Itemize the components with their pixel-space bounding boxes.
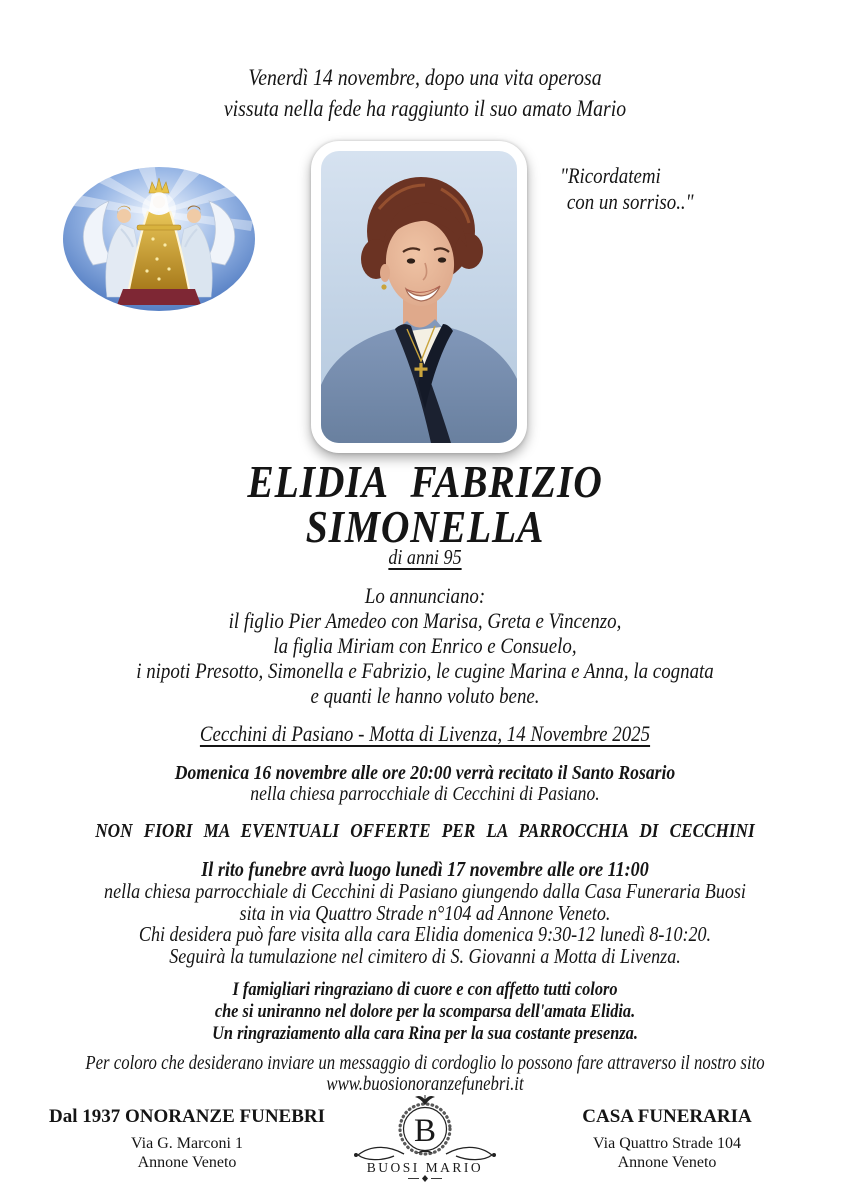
condolence-website: www.buosionoranzefunebri.it [326,1074,524,1095]
quote-line-2: con un sorriso.." [566,189,694,214]
deceased-age-text: di anni 95 [388,545,462,569]
announcement-intro: Lo annunciano: [364,583,486,608]
announcement-line: i nipoti Presotto, Simonella e Fabrizio, le cugine Marina e Anna, la cognata [136,658,714,683]
deceased-age [60,545,791,570]
funeral-line-2: nella chiesa parrocchiale di Cecchini di Pasiano giungendo dalla Casa Funeraria Buosi [104,878,746,903]
logo-name: BUOSI MARIO [366,1160,484,1175]
condolence-message [60,1053,791,1095]
family-thanks [60,979,791,1045]
footer-right-office [517,1106,817,1172]
intro-line-2: vissuta nella fede ha raggiunto il suo amato Mario [223,96,627,121]
madonna-with-angels-illustration [63,167,255,311]
funeral-line-4: Chi desidera può fare visita alla cara Elidia domenica 9:30-12 lunedì 8-10:20. [138,922,712,947]
deceased-name-line-2: SIMONELLA [305,501,545,552]
thanks-line-1: I famigliari ringraziano di cuore e con affetto tutti coloro [232,979,618,1000]
family-announcement [60,583,791,708]
place-date-line [60,721,791,747]
funeral-line-5: Seguirà la tumulazione nel cimitero di S. Giovanni a Motta di Livenza. [169,944,681,969]
thanks-line-3: Un ringraziamento alla cara Rina per la sua costante presenza. [212,1023,638,1044]
funeral-notice [60,859,791,968]
deceased-portrait-illustration [321,151,517,443]
buosi-mario-logo [348,1092,502,1184]
memorial-quote [560,163,775,215]
deceased-name-line-1: ELIDIA FABRIZIO [247,456,603,507]
footer-left-title: Dal 1937 ONORANZE FUNEBRI [48,1106,326,1127]
madonna-with-angels-image [63,167,255,311]
quote-line-1: "Ricordatemi [560,163,661,188]
logo-letter: B [413,1113,437,1149]
footer-right-title: CASA FUNERARIA [582,1106,752,1127]
announcement-line: il figlio Pier Amedeo con Marisa, Greta e Vincenzo, [228,608,622,633]
footer-left-office [37,1106,337,1172]
footer-right-address-2: Annone Veneto [617,1154,717,1171]
intro-text [60,62,791,124]
intro-line-1: Venerdì 14 novembre, dopo una vita operosa [248,65,602,90]
funeral-line-3: sita in via Quattro Strade n°104 ad Annone Veneto. [239,900,611,925]
rosary-line-1: Domenica 16 novembre alle ore 20:00 verrà recitato il Santo Rosario [174,762,676,784]
buosi-mario-logo-mark [348,1092,502,1184]
portrait-photo-frame [311,141,527,453]
deceased-portrait-photo [321,151,517,443]
deceased-name [60,456,791,552]
funeral-line-1: Il rito funebre avrà luogo lunedì 17 novembre alle ore 11:00 [201,857,649,881]
footer-right-address-1: Via Quattro Strade 104 [593,1135,741,1152]
rosary-line-2: nella chiesa parrocchiale di Cecchini di Pasiano. [250,783,600,805]
thanks-line-2: che si uniranno nel dolore per la scomparsa dell'amata Elidia. [214,1001,636,1022]
footer-left-address-1: Via G. Marconi 1 [131,1135,243,1152]
condolence-line-1: Per coloro che desiderano inviare un messaggio di cordoglio lo possono fare attraverso il nostro sito [85,1053,765,1074]
rosary-notice [60,763,791,805]
no-flowers-notice: NON FIORI MA EVENTUALI OFFERTE PER LA PARROCCHIA DI CECCHINI [95,820,755,842]
announcement-line: la figlia Miriam con Enrico e Consuelo, [273,633,577,658]
place-date-text: Cecchini di Pasiano - Motta di Livenza, 14 Novembre 2025 [199,721,651,746]
footer-left-address-2: Annone Veneto [137,1154,237,1171]
announcement-line: e quanti le hanno voluto bene. [310,683,540,708]
